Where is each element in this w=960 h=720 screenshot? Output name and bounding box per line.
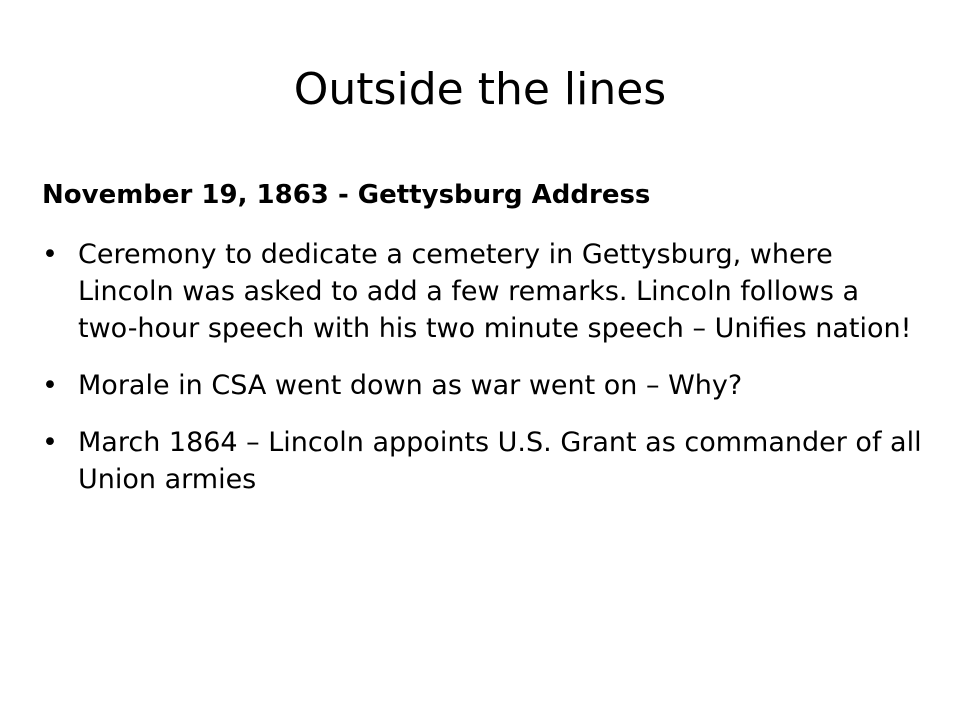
bullet-icon: • <box>42 427 58 458</box>
bullet-text: Morale in CSA went down as war went on – Why? <box>78 370 743 401</box>
bullet-list <box>42 236 922 518</box>
bullet-text: Ceremony to dedicate a cemetery in Gettysburg, where Lincoln was asked to add a few remarks. Lincoln follows a two-hour speech with his two minute speech – Unifies nation! <box>78 239 912 344</box>
bullet-text: March 1864 – Lincoln appoints U.S. Grant as commander of all Union armies <box>78 427 922 495</box>
subheading: November 19, 1863 - Gettysburg Address <box>42 180 651 210</box>
bullet-icon: • <box>42 370 58 401</box>
bullet-item <box>42 424 922 498</box>
bullet-item <box>42 236 922 347</box>
bullet-icon: • <box>42 239 58 270</box>
bullet-item <box>42 367 922 404</box>
slide-title: Outside the lines <box>293 64 667 115</box>
